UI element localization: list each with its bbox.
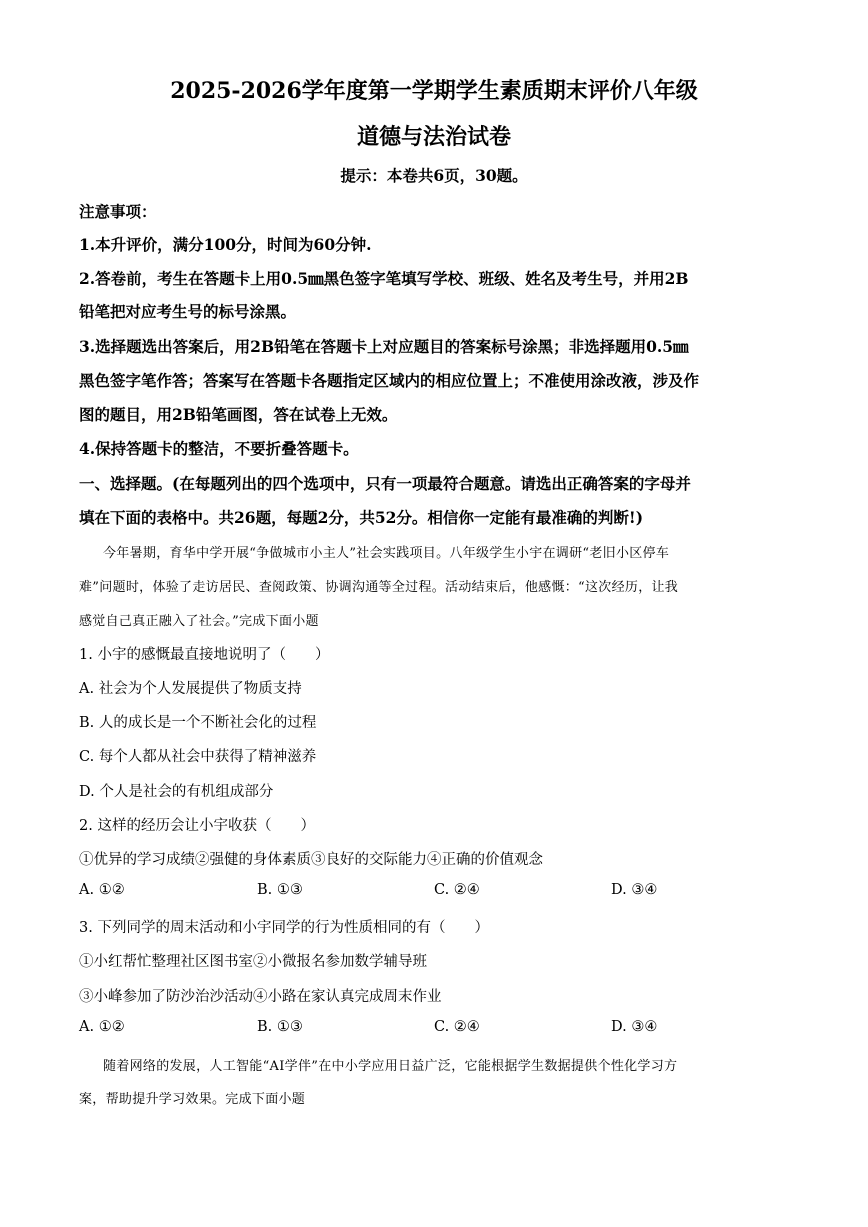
section1-heading-line2: 填在下面的表格中。共26题，每题2分，共52分。相信你一定能有最准确的判断!)	[79, 508, 644, 527]
passage2-line1: 随着网络的发展，人工智能“AI学伴”在中小学应用日益广泛，它能根据学生数据提供个性化学习方	[103, 1059, 678, 1074]
note-3-line2: 黑色签字笔作答；答案写在答题卡各题指定区域内的相应位置上；不准使用涂改液，涉及作	[79, 371, 700, 390]
q2-items: ①优异的学习成绩②强健的身体素质③良好的交际能力④正确的价值观念	[79, 852, 543, 868]
notes-heading: 注意事项：	[79, 202, 157, 221]
q1-option-d: D. 个人是社会的有机组成部分	[79, 784, 274, 800]
q2-option-b: B. ①③	[257, 882, 303, 898]
section1-heading-line1: 一、选择题。(在每题列出的四个选项中，只有一项最符合题意。请选出正确答案的字母并	[79, 474, 691, 493]
q3-option-a: A. ①②	[79, 1019, 125, 1035]
exam-subject: 道德与法治试卷	[356, 124, 511, 150]
q1-option-c: C. 每个人都从社会中获得了精神滋养	[79, 749, 317, 765]
q3-stem: 3. 下列同学的周末活动和小宇同学的行为性质相同的有（ ）	[79, 920, 489, 936]
note-2-line1: 2.答卷前，考生在答题卡上用0.5㎜黑色签字笔填写学校、班级、姓名及考生号，并用2B	[79, 269, 689, 288]
q3-items-line1: ①小红帮忙整理社区图书室②小微报名参加数学辅导班	[79, 954, 427, 970]
q3-option-c: C. ②④	[434, 1019, 480, 1035]
exam-title: 2025-2026学年度第一学期学生素质期末评价八年级	[170, 78, 698, 104]
passage1-line3: 感觉自己真正融入了社会。”完成下面小题	[79, 614, 319, 629]
exam-hint: 提示：本卷共6页，30题。	[340, 166, 528, 185]
note-4: 4.保持答题卡的整洁，不要折叠答题卡。	[79, 439, 359, 458]
q1-option-b: B. 人的成长是一个不断社会化的过程	[79, 715, 317, 731]
q1-stem: 1. 小宇的感慨最直接地说明了（ ）	[79, 647, 330, 663]
q2-option-a: A. ①②	[79, 882, 125, 898]
passage1-line1: 今年暑期，育华中学开展“争做城市小主人”社会实践项目。八年级学生小宇在调研“老旧小区停车	[103, 546, 670, 561]
passage1-line2: 难”问题时，体验了走访居民、查阅政策、协调沟通等全过程。活动结束后，他感慨：“这次经历，让我	[79, 580, 679, 595]
q3-option-d: D. ③④	[611, 1019, 658, 1035]
q1-option-a: A. 社会为个人发展提供了物质支持	[79, 681, 302, 697]
q2-option-c: C. ②④	[434, 882, 480, 898]
q3-items-line2: ③小峰参加了防沙治沙活动④小路在家认真完成周末作业	[79, 989, 442, 1005]
q2-stem: 2. 这样的经历会让小宇收获（ ）	[79, 818, 315, 834]
q2-option-d: D. ③④	[611, 882, 658, 898]
note-2-line2: 铅笔把对应考生号的标号涂黑。	[79, 302, 297, 321]
q3-option-b: B. ①③	[257, 1019, 303, 1035]
note-3-line1: 3.选择题选出答案后，用2B铅笔在答题卡上对应题目的答案标号涂黑；非选择题用0.5㎜	[79, 337, 689, 356]
note-1: 1.本升评价，满分100分，时间为60分钟.	[79, 235, 372, 254]
note-3-line3: 图的题目，用2B铅笔画图，答在试卷上无效。	[79, 405, 398, 424]
passage2-line2: 案，帮助提升学习效果。完成下面小题	[79, 1092, 306, 1107]
